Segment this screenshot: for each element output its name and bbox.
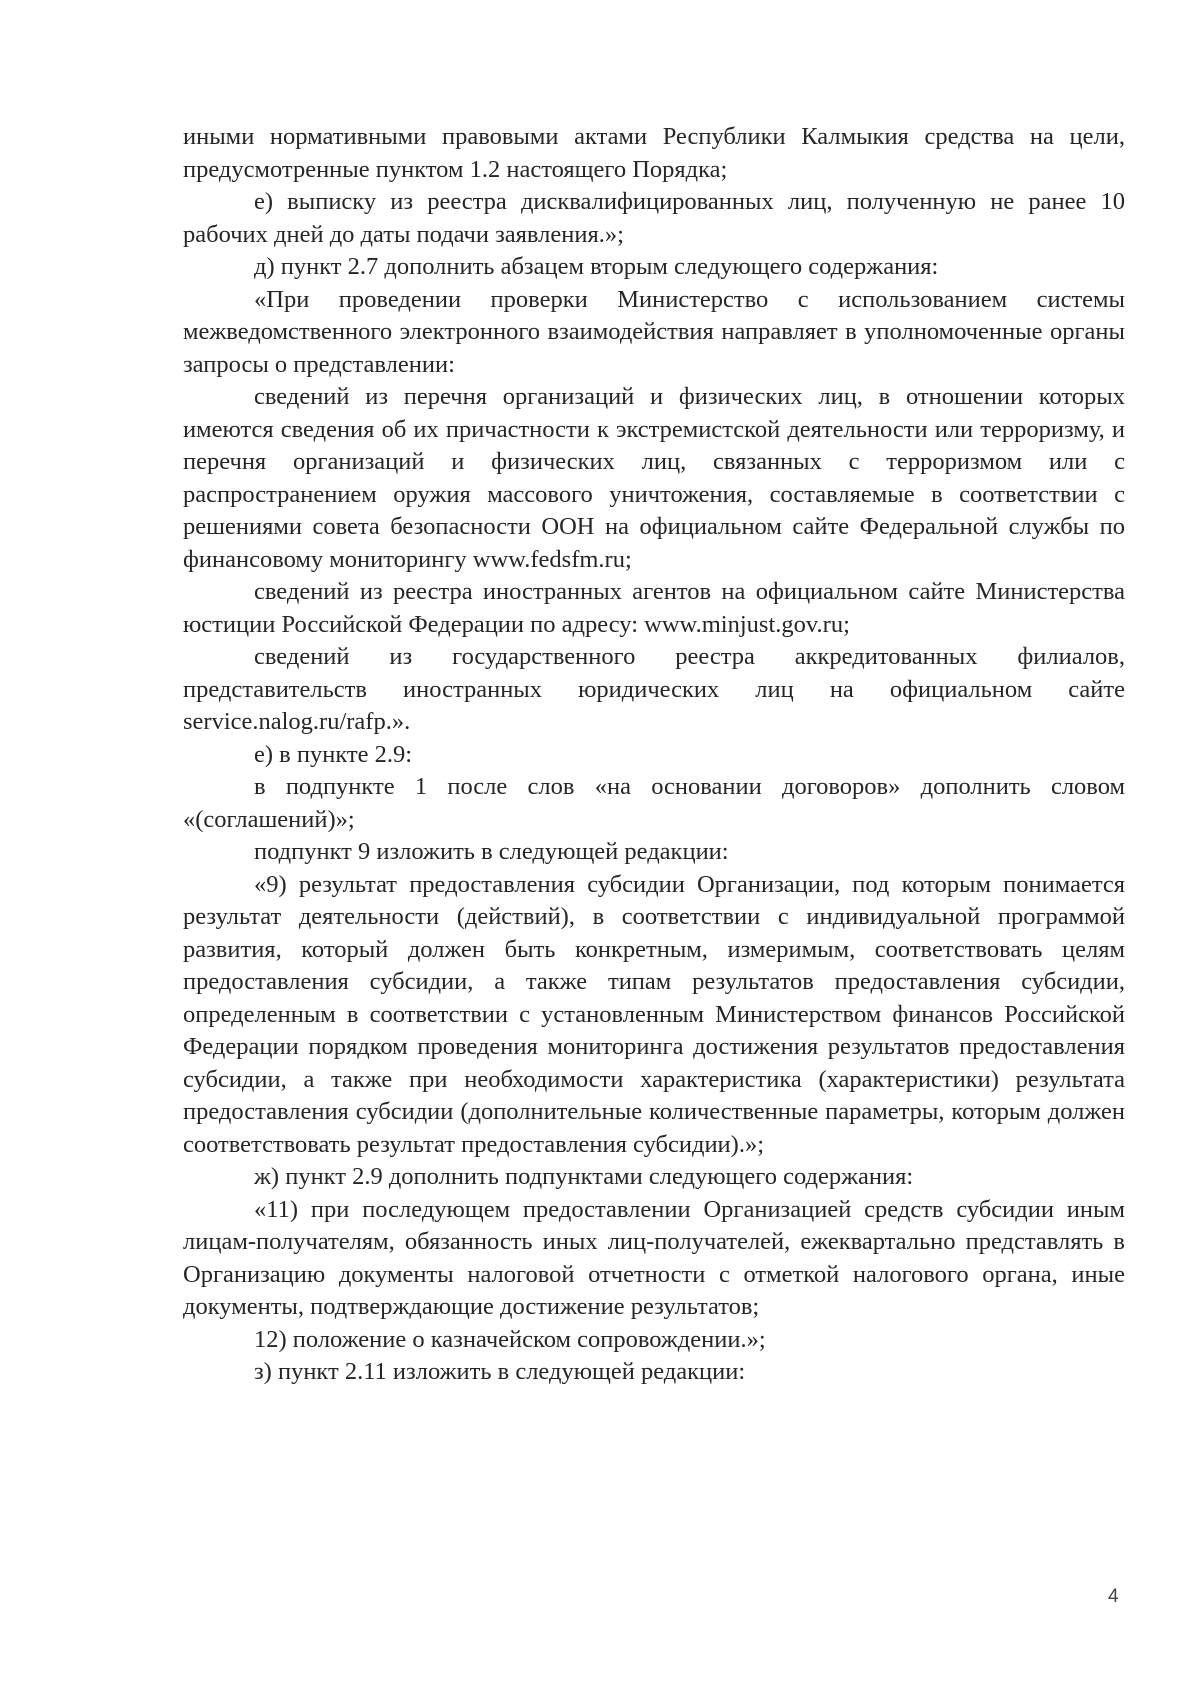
paragraph-extremism-list: сведений из перечня организаций и физических лиц, в отношении которых имеются сведения об их причастности к экстремистской деятельности или терроризму, и перечня организаций и физических лиц, связанных с терроризмом или с распространением оружия массового уничтожения, составляемые в соответствии с решениями совета безопасности ООН на официальном сайте Федеральной службы по финансовому мониторингу www.fedsfm.ru; (183, 383, 1125, 573)
document-body (183, 121, 1125, 1389)
paragraph-item-e-clause-2-9: е) в пункте 2.9: (254, 740, 413, 768)
page-number: 4 (1108, 1586, 1119, 1607)
paragraph-subclause-11: «11) при последующем предоставлении Организацией средств субсидии иным лицам-получателям, обязанность иных лиц-получателей, ежеквартально представлять в Организацию документы налоговой отчетности с отметкой налогового органа, иные документы, подтверждающие достижение результатов; (183, 1195, 1125, 1320)
paragraph-foreign-agents-registry: сведений из реестра иностранных агентов на официальном сайте Министерства юстиции Российской Федерации по адресу: www.minjust.gov.ru; (183, 578, 1125, 638)
paragraph-item-z-clause-2-11: з) пункт 2.11 изложить в следующей редакции: (254, 1358, 746, 1385)
paragraph-item-zh-clause-2-9: ж) пункт 2.9 дополнить подпунктами следующего содержания: (254, 1163, 914, 1190)
paragraph-item-d-clause-2-7: д) пункт 2.7 дополнить абзацем вторым следующего содержания: (254, 253, 939, 280)
paragraph-subclause-9-text: «9) результат предоставления субсидии Организации, под которым понимается результат деятельности (действий), в соответствии с индивидуальной программой развития, который должен быть конкретным, измеримым, соответствовать целям предоставления субсидии, а также типам результатов предоставления субсидии, определенным в соответствии с установленным Министерством финансов Российской Федерации порядком проведения мониторинга достижения результатов предоставления субсидии, а также при необходимости характеристика (характеристики) результата предоставления субсидии (дополнительные количественные параметры, которым должен соответствовать результат предоставления субсидии).»; (183, 870, 1125, 1158)
paragraph-interagency-check: «При проведении проверки Министерство с использованием системы межведомственного электронного взаимодействия направляет в уполномоченные органы запросы о представлении: (183, 285, 1125, 378)
paragraph-branches-registry: сведений из государственного реестра аккредитованных филиалов, представительств иностранных юридических лиц на официальном сайте service.nalog.ru/rafp.». (183, 643, 1125, 735)
paragraph-continuation: иными нормативными правовыми актами Республики Калмыкия средства на цели, предусмотренные пунктом 1.2 настоящего Порядка; (183, 123, 1125, 183)
paragraph-subclause-9-intro: подпункт 9 изложить в следующей редакции: (254, 838, 729, 865)
paragraph-subclause-1: в подпункте 1 после слов «на основании договоров» дополнить словом «(соглашений)»; (183, 773, 1125, 833)
paragraph-subclause-12: 12) положение о казначейском сопровождении.»; (254, 1325, 766, 1353)
paragraph-item-e-disqualified-registry: е) выписку из реестра дисквалифицированных лиц, полученную не ранее 10 рабочих дней до даты подачи заявления.»; (183, 188, 1125, 248)
